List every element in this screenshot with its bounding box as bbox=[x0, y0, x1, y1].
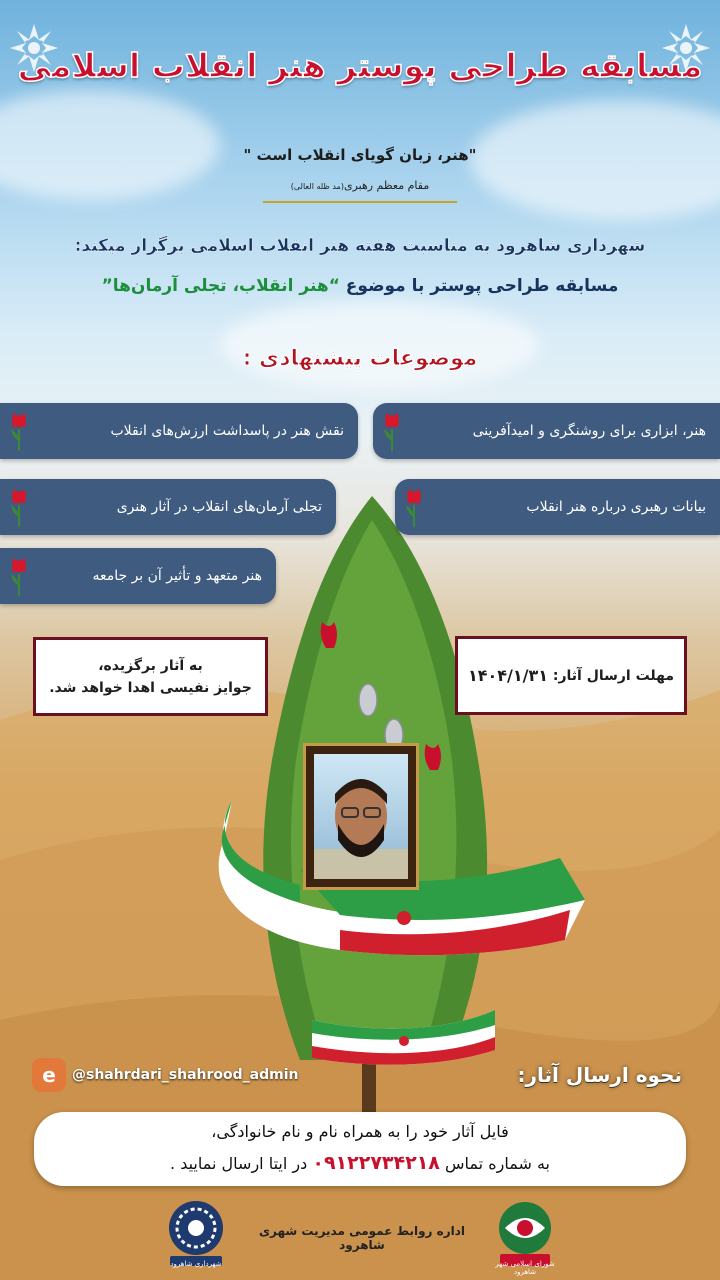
deadline-box bbox=[455, 636, 687, 715]
eitaa-icon: e bbox=[32, 1058, 66, 1092]
quote-author-name: مقام معظم رهبری bbox=[343, 179, 430, 192]
topic-label: بیانات رهبری درباره هنر انقلاب bbox=[526, 499, 706, 515]
social-handle[interactable]: @shahrdari_shahrood_admin bbox=[72, 1067, 299, 1083]
tulip-icon bbox=[8, 487, 30, 527]
topic-label: هنر متعهد و تأثیر آن بر جامعه bbox=[92, 568, 262, 584]
submission-line-2-suffix: در ایتا ارسال نمایید . bbox=[170, 1154, 308, 1173]
topic-label: هنر، ابزاری برای روشنگری و امیدآفرینی bbox=[472, 423, 706, 439]
tulip-icon bbox=[8, 556, 30, 596]
tulip-icon bbox=[381, 411, 403, 451]
quote-text: "هنر، زبان گویای انقلاب است " bbox=[243, 146, 477, 164]
topic-pill bbox=[395, 479, 720, 535]
footer-text: اداره روابط عمومی مدیریت شهری شاهرود bbox=[259, 1224, 465, 1252]
prize-line-2: جوایز نفیسی اهدا خواهد شد. bbox=[49, 679, 252, 696]
tulip-icon bbox=[8, 411, 30, 451]
prize-line-1: به آثار برگزیده، bbox=[98, 657, 203, 674]
topic-pill bbox=[0, 403, 358, 459]
submission-line-2-prefix: به شماره تماس bbox=[445, 1154, 550, 1173]
logo-right-caption: شورای اسلامی شهر شاهرود bbox=[495, 1260, 555, 1276]
tulip-icon bbox=[403, 487, 425, 527]
submission-line-2 bbox=[34, 1152, 686, 1174]
portrait-frame bbox=[303, 743, 419, 890]
logo-left-caption: شهرداری شاهرود bbox=[170, 1260, 222, 1268]
topic-pill bbox=[0, 479, 336, 535]
submission-heading: نحوه ارسال آثار: bbox=[517, 1063, 682, 1087]
phone-number[interactable]: ۰۹۱۲۲۷۳۴۲۱۸ bbox=[312, 1152, 440, 1174]
submission-line-1: فایل آثار خود را به همراه نام و نام خانوادگی، bbox=[211, 1122, 509, 1141]
page-title: مسابقه طراحی پوستر هنر انقلاب اسلامی bbox=[17, 45, 703, 85]
intro-line-1: شهرداری شاهرود به مناسبت هفته هنر انقلاب اسلامی برگزار میکند: bbox=[74, 236, 646, 256]
intro-line-2-prefix: مسابقه طراحی پوستر با موضوع bbox=[345, 276, 619, 296]
deadline-date: ۱۴۰۴/۱/۳۱ bbox=[467, 666, 548, 685]
topic-label: نقش هنر در پاسداشت ارزش‌های انقلاب bbox=[110, 423, 344, 439]
quote-author-sub: (مد ظله العالی) bbox=[290, 182, 344, 191]
topics-heading: موضوعات پیشنهادی : bbox=[242, 346, 478, 371]
social-handle-row[interactable] bbox=[32, 1057, 299, 1093]
contest-theme: “هنر انقلاب، تجلی آرمان‌ها” bbox=[101, 276, 340, 296]
deadline-label: مهلت ارسال آثار: bbox=[552, 667, 675, 684]
emblem-icon bbox=[399, 1036, 409, 1046]
topic-label: تجلی آرمان‌های انقلاب در آثار هنری bbox=[116, 499, 322, 515]
topic-pill bbox=[373, 403, 720, 459]
emblem-icon bbox=[397, 911, 411, 925]
prize-box bbox=[33, 637, 268, 716]
portrait-image bbox=[314, 754, 408, 879]
topic-pill bbox=[0, 548, 276, 604]
submission-box bbox=[34, 1112, 686, 1186]
